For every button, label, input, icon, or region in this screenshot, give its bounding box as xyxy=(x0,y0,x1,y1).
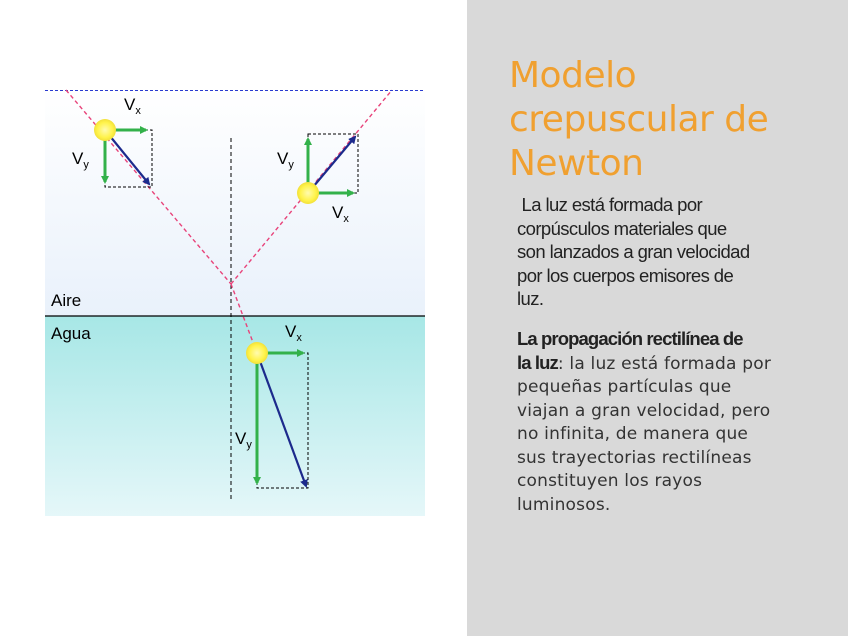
incident-particle xyxy=(94,119,116,141)
propagation-paragraph xyxy=(517,327,817,517)
title-line-3: Newton xyxy=(509,143,644,184)
intro-paragraph xyxy=(517,193,817,311)
intro-line-3: son lanzados a gran velocidad xyxy=(517,241,750,262)
air-label: Aire xyxy=(51,291,82,310)
intro-line-5: luz. xyxy=(517,288,544,309)
title-line-2: crepuscular de xyxy=(509,99,769,140)
intro-line-2: corpúsculos materiales que xyxy=(517,217,727,239)
refracted-particle xyxy=(246,342,268,364)
propagation-line-1: pequeñas partículas que xyxy=(517,377,732,397)
slide-title xyxy=(509,54,829,186)
propagation-line-4: sus trayectorias rectilíneas xyxy=(517,447,752,468)
reflected-vy-label: $V_y$ xyxy=(277,149,294,171)
water-label: Agua xyxy=(51,324,91,343)
reflected-vx-label: $V_x$ xyxy=(332,203,349,225)
refracted-vx-label: $V_x$ xyxy=(285,322,302,344)
refraction-diagram xyxy=(44,88,426,518)
propagation-heading-line-1: La propagación rectilínea de xyxy=(517,328,743,349)
propagation-heading-rest: : la luz está formada por xyxy=(557,353,772,374)
propagation-line-3: no infinita, de manera que xyxy=(517,424,749,444)
reflected-particle xyxy=(297,182,319,204)
propagation-heading-line-2: la luz xyxy=(517,351,558,373)
propagation-line-6: luminosos. xyxy=(517,494,611,515)
propagation-line-2: viajan a gran velocidad, pero xyxy=(517,400,771,421)
incident-vy-label: $V_y$ xyxy=(72,149,89,171)
intro-line-1: La luz está formada por xyxy=(517,194,703,215)
water-region xyxy=(45,316,425,516)
title-line-1: Modelo xyxy=(509,55,637,96)
intro-line-4: por los cuerpos emisores de xyxy=(517,264,734,286)
propagation-line-5: constituyen los rayos xyxy=(517,471,703,491)
refracted-vy-label: $V_y$ xyxy=(235,429,252,451)
incident-vx-label: $V_x$ xyxy=(124,95,141,117)
